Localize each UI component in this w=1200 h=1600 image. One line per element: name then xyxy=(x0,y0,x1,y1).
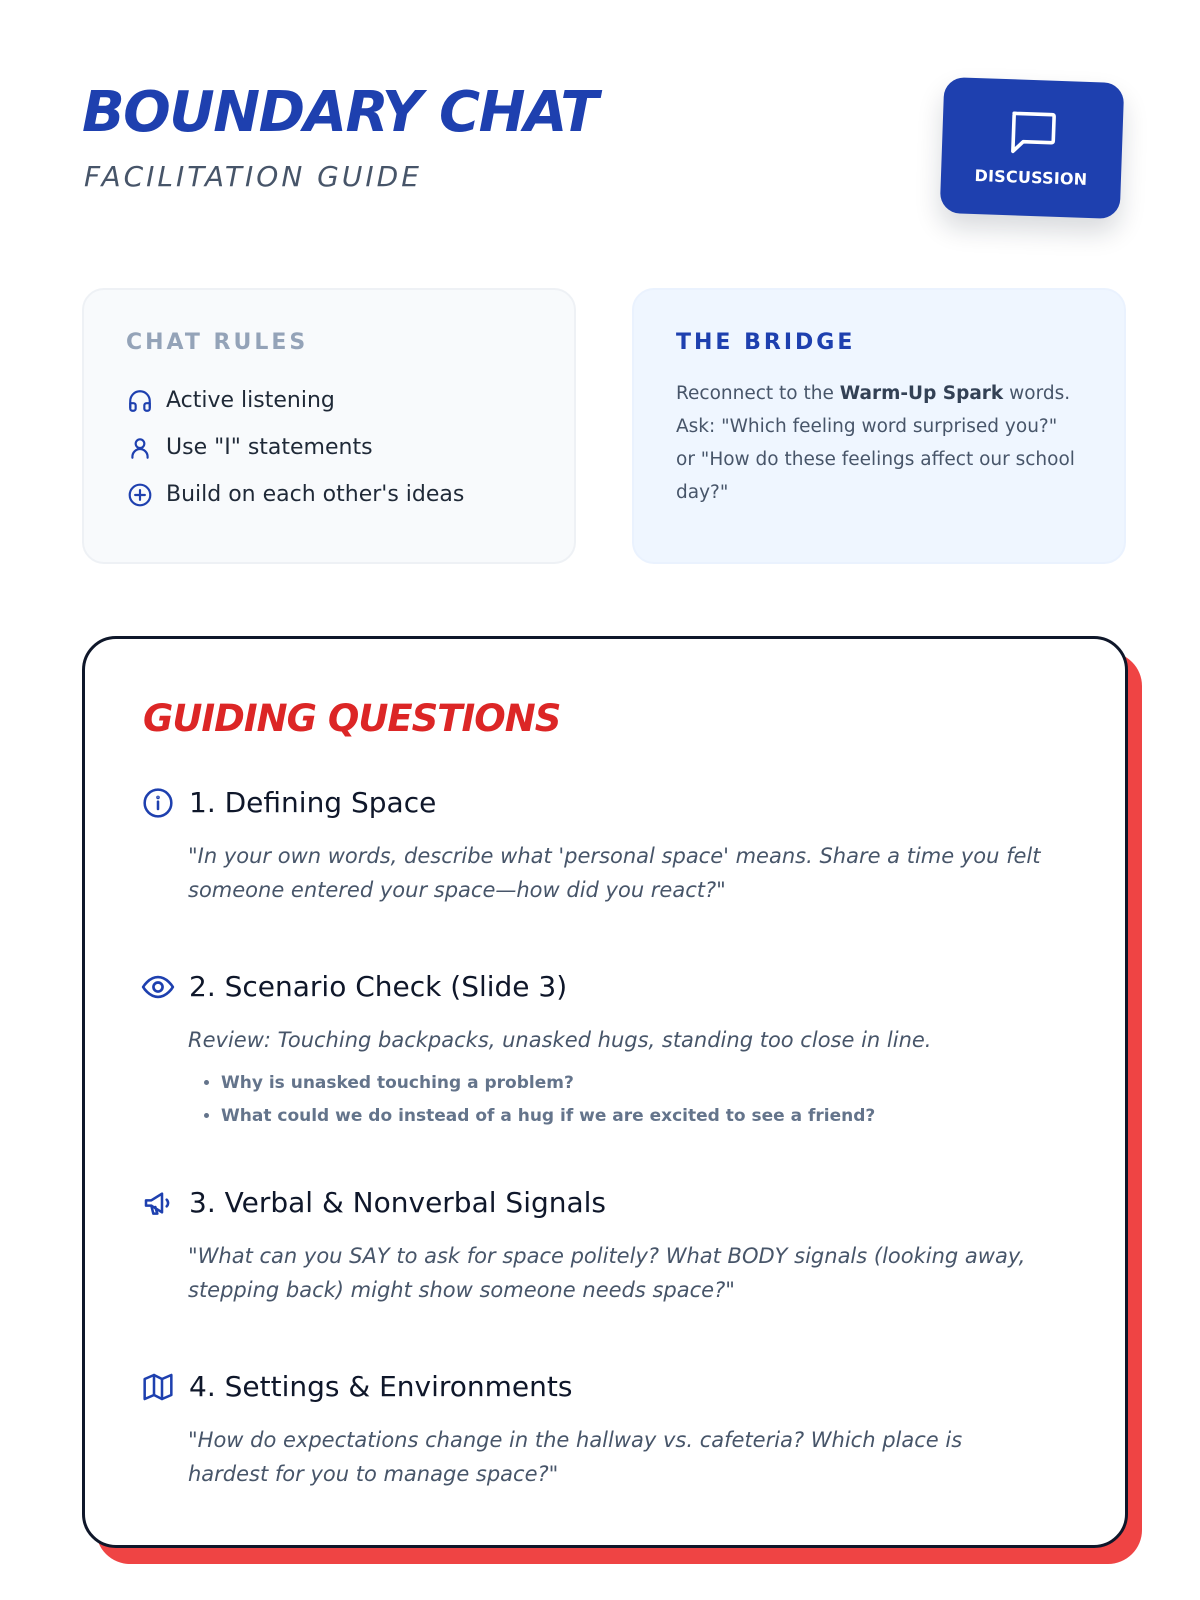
chat-bubble-icon xyxy=(1007,109,1059,157)
question-item xyxy=(141,1181,1069,1307)
rule-item xyxy=(126,471,532,518)
rule-label: Build on each other's ideas xyxy=(166,482,465,507)
badge-label: DISCUSSION xyxy=(974,165,1088,189)
bridge-text-lead: Reconnect to the xyxy=(676,383,840,404)
chat-rules-list xyxy=(126,377,532,518)
question-title: 3. Verbal & Nonverbal Signals xyxy=(189,1186,607,1220)
page-subtitle: FACILITATION GUIDE xyxy=(84,160,422,193)
question-item xyxy=(141,781,1069,907)
question-title: 2. Scenario Check (Slide 3) xyxy=(189,970,568,1004)
rule-label: Use "I" statements xyxy=(166,435,373,460)
chat-rules-heading: CHAT RULES xyxy=(126,330,309,355)
bridge-heading: THE BRIDGE xyxy=(676,330,856,355)
bridge-text xyxy=(676,377,1082,509)
rule-label: Active listening xyxy=(166,388,335,413)
bridge-card xyxy=(632,288,1126,564)
guiding-questions-panel xyxy=(82,636,1128,1548)
question-bullet: • Why is unasked touching a problem? xyxy=(221,1067,1069,1100)
question-body: "In your own words, describe what 'personal space' means. Share a time you felt someone entered your space—how did you react?" xyxy=(188,844,1041,903)
question-bullet: • What could we do instead of a hug if we are excited to see a friend? xyxy=(221,1100,1069,1133)
megaphone-icon xyxy=(141,1186,175,1220)
page-title: BOUNDARY CHAT xyxy=(82,80,598,145)
rule-item xyxy=(126,424,532,471)
question-item xyxy=(141,1365,1069,1491)
rule-item xyxy=(126,377,532,424)
user-icon xyxy=(126,434,154,462)
chat-rules-card xyxy=(82,288,576,564)
question-item xyxy=(141,965,1069,1133)
question-body: Review: Touching backpacks, unasked hugs, standing too close in line. xyxy=(188,1028,932,1053)
headphones-icon xyxy=(126,387,154,415)
question-title: 4. Settings & Environments xyxy=(189,1370,573,1404)
question-bullet-list xyxy=(188,1067,1069,1133)
info-icon xyxy=(141,786,175,820)
discussion-badge xyxy=(940,77,1125,219)
question-title: 1. Defining Space xyxy=(189,786,437,820)
plus-circle-icon xyxy=(126,481,154,509)
eye-icon xyxy=(141,970,175,1004)
guiding-questions-title: GUIDING QUESTIONS xyxy=(143,697,561,740)
question-body: "What can you SAY to ask for space politely? What BODY signals (looking away, stepping back) might show someone needs space?" xyxy=(188,1244,1026,1303)
question-body: "How do expectations change in the hallway vs. cafeteria? Which place is hardest for you to manage space?" xyxy=(188,1428,963,1487)
bridge-text-highlight: Warm-Up Spark xyxy=(839,383,1004,404)
bridge-text-rest: words. Ask: "Which feeling word surprised you?" or "How do these feelings affect our school day?" xyxy=(676,383,1075,503)
map-icon xyxy=(141,1370,175,1404)
